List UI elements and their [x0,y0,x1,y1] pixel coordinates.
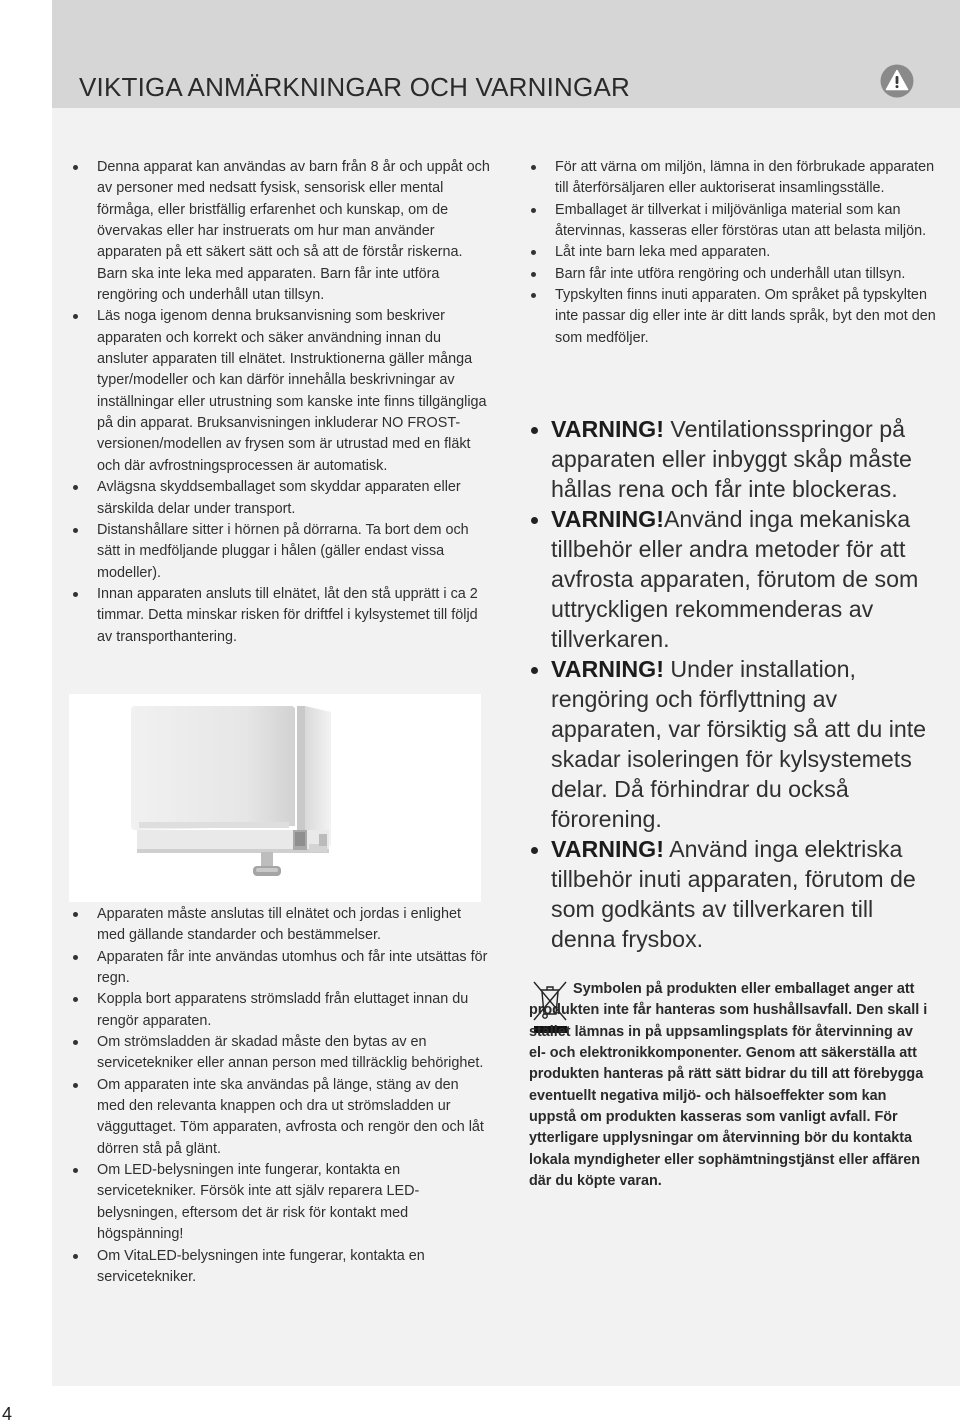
list-item: Avlägsna skyddsemballaget som skyddar apparaten eller särskilda delar under transport. [70,477,490,520]
appliance-door-corner-image [69,694,481,902]
list-item: Barn får inte utföra rengöring och underhåll utan tillsyn. [528,264,938,285]
warning-item [528,834,938,954]
recycling-notice: Symbolen på produkten eller emballaget anger att produkten inte får hanteras som hushållsavfall. Den skall i stället lämnas in på uppsamlingsplats för återvinning av el- och elektronikkomponenter. Genom att säkerställa att produkten hanteras på rätt sätt bidrar du till att förebygga eventuellt negativa miljö- och hälsoeffekter som kan uppstå om produkten kasseras som vanligt avfall. För ytterligare upplysningar om återvinning bör du kontakta lokala myndigheter eller sophämtningstjänst eller affären där du köpte varan. [529,981,928,1190]
page-title: VIKTIGA ANMÄRKNINGAR OCH VARNINGAR [79,72,630,102]
warning-text: Använd inga elektriska tillbehör inuti apparaten, förutom de som godkänts av tillverkaren till denna frysbox. [551,836,916,952]
warning-item [528,504,938,654]
warning-text: Ventilationsspringor på apparaten eller inbyggt skåp måste hållas rena och får inte blockeras. [551,416,912,502]
list-item: Typskylten finns inuti apparaten. Om språket på typskylten inte passar dig eller inte är ditt lands språk, byt den mot den som medföljer. [528,285,938,349]
warning-triangle-icon [880,64,914,98]
left-column-top [70,157,490,648]
list-item: Om VitaLED-belysningen inte fungerar, kontakta en servicetekniker. [70,1246,490,1289]
list-item: Låt inte barn leka med apparaten. [528,242,938,263]
list-item: Om strömsladden är skadad måste den bytas av en servicetekniker eller annan person med tillräcklig behörighet. [70,1032,490,1075]
warning-label: VARNING! [551,836,664,862]
list-item: Denna apparat kan användas av barn från 8 år och uppåt och av personer med nedsatt fysisk, sensorisk eller mental förmåga, eller bristfällig erfarenhet och kunskap, om de övervakas eller har instruerats om hur man använder apparaten på ett säkert sätt och så att de förstår riskerna. Barn ska inte leka med apparaten. Barn får inte utföra rengöring och underhåll utan tillsyn. [70,157,490,306]
page-number: 4 [2,1404,13,1424]
warning-label: VARNING! [551,506,664,532]
warning-item [528,654,938,834]
list-item: För att värna om miljön, lämna in den förbrukade apparaten till återförsäljaren eller auktoriserat insamlingsställe. [528,157,938,200]
list-item: Om apparaten inte ska användas på länge, stäng av den med den relevanta knappen och dra ut strömsladden ur vägguttaget. Töm apparaten, avfrosta och rengör den och låt dörren stå på glänt. [70,1075,490,1160]
left-column-bottom [70,904,490,1288]
list-item: Emballaget är tillverkat i miljövänliga material som kan återvinnas, kasseras eller förstöras utan att belasta miljön. [528,200,938,243]
list-item: Apparaten måste anslutas till elnätet och jordas i enlighet med gällande standarder och bestämmelser. [70,904,490,947]
list-item: Innan apparaten ansluts till elnätet, låt den stå upprätt i ca 2 timmar. Detta minskar risken för driftfel i kylsystemet till följd av transporthantering. [70,584,490,648]
list-item: Koppla bort apparatens strömsladd från eluttaget innan du rengör apparaten. [70,989,490,1032]
list-item: Om LED-belysningen inte fungerar, kontakta en servicetekniker. Försök inte att själv reparera LED-belysningen, eftersom det är risk för kontakt med högspänning! [70,1160,490,1245]
warning-label: VARNING! [551,416,664,442]
right-column-top [528,157,938,349]
warning-text: Under installation, rengöring och förflyttning av apparaten, var försiktig så att du inte skadar isoleringen för kylsystemets delar. Då förhindrar du också förorening. [551,656,927,832]
list-item: Apparaten får inte användas utomhus och får inte utsättas för regn. [70,947,490,990]
warning-label: VARNING! [551,656,664,682]
list-item: Läs noga igenom denna bruksanvisning som beskriver apparaten och korrekt och säker användning innan du ansluter apparaten till elnätet. Instruktionerna gäller många typer/modeller och kan därför innehålla beskrivningar av inställningar eller utrustning som kanske inte finns tillgängliga på din apparat. Bruksanvisningen inkluderar NO FROST-versionen/modellen av frysen som är utrustad med en fläkt och där avfrostningsprocessen är automatisk. [70,306,490,477]
warning-item [528,414,938,504]
list-item: Distanshållare sitter i hörnen på dörrarna. Ta bort dem och sätt in medföljande pluggar i hålen (gäller endast vissa modeller). [70,520,490,584]
warning-text: Använd inga mekaniska tillbehör eller andra metoder för att avfrosta apparaten, förutom de som uttryckligen rekommenderas av tillverkaren. [551,506,919,652]
warnings-list [528,414,938,954]
